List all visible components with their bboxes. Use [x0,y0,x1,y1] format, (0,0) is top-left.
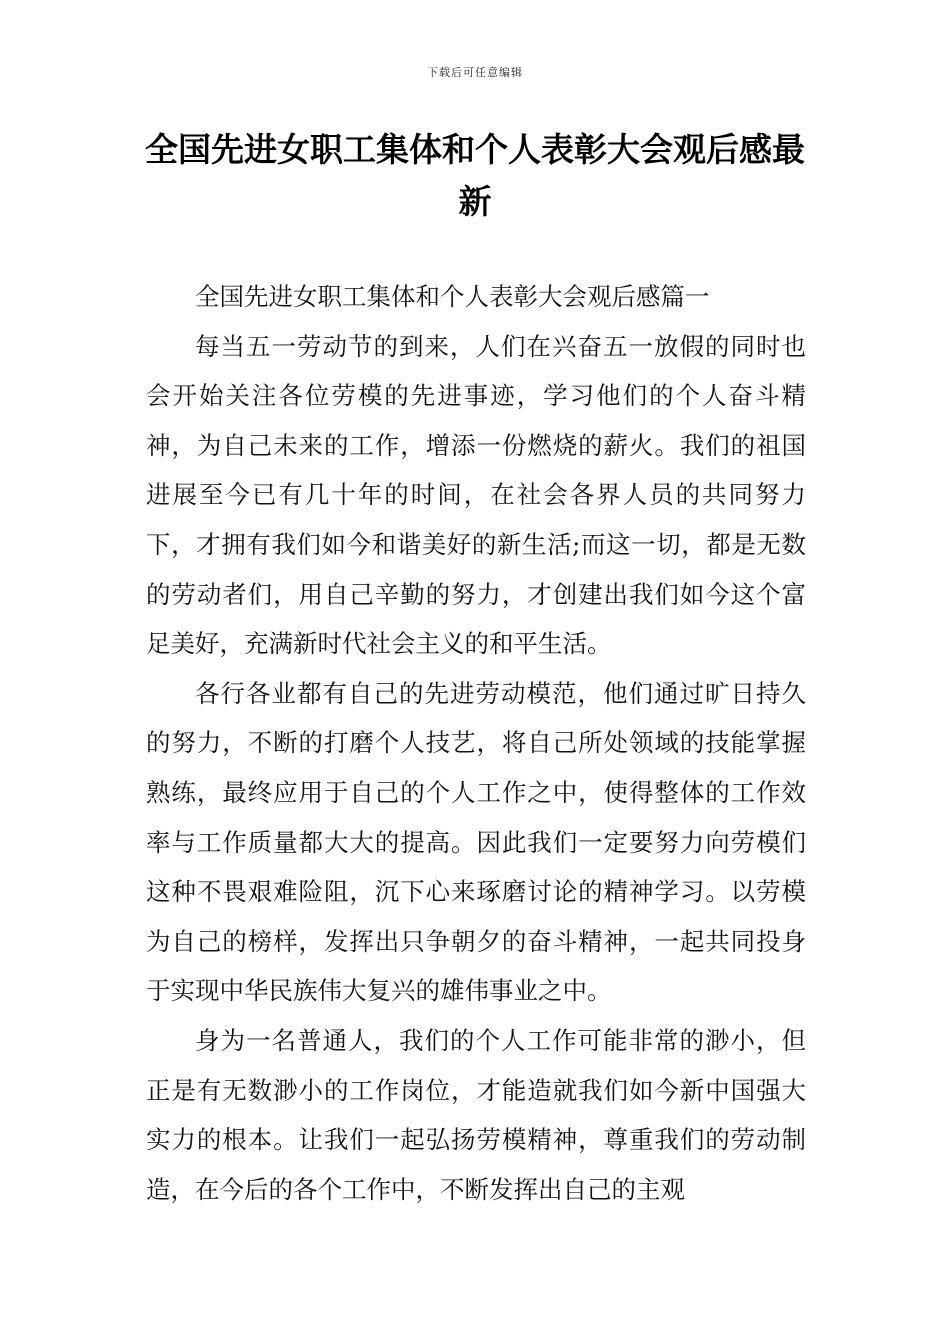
paragraph: 每当五一劳动节的到来，人们在兴奋五一放假的同时也会开始关注各位劳模的先进事迹，学习他们的个人奋斗精神，为自己未来的工作，增添一份燃烧的薪火。我们的祖国进展至今已有几十年的时间，在社会各界人员的共同努力下，才拥有我们如今和谐美好的新生活;而这一切，都是无数的劳动者们，用自己辛勤的努力，才创建出我们如今这个富足美好，充满新时代社会主义的和平生活。 [146,331,806,659]
header-note: 下载后可任意编辑 [427,66,523,79]
document-title: 全国先进女职工集体和个人表彰大会观后感最新 [145,130,805,221]
paragraph: 身为一名普通人，我们的个人工作可能非常的渺小，但正是有无数渺小的工作岗位，才能造就我们如今新中国强大实力的根本。让我们一起弘扬劳模精神，尊重我们的劳动制造，在今后的各个工作中，不断发挥出自己的主观 [146,1025,806,1204]
section-heading: 全国先进女职工集体和个人表彰大会观后感篇一 [195,282,710,311]
paragraph: 各行各业都有自己的先进劳动模范，他们通过旷日持久的努力，不断的打磨个人技艺，将自己所处领域的技能掌握熟练，最终应用于自己的个人工作之中，使得整体的工作效率与工作质量都大大的提高。因此我们一定要努力向劳模们这种不畏艰难险阻，沉下心来琢磨讨论的精神学习。以劳模为自己的榜样，发挥出只争朝夕的奋斗精神，一起共同投身于实现中华民族伟大复兴的雄伟事业之中。 [146,678,806,1006]
document-body [146,272,806,1214]
